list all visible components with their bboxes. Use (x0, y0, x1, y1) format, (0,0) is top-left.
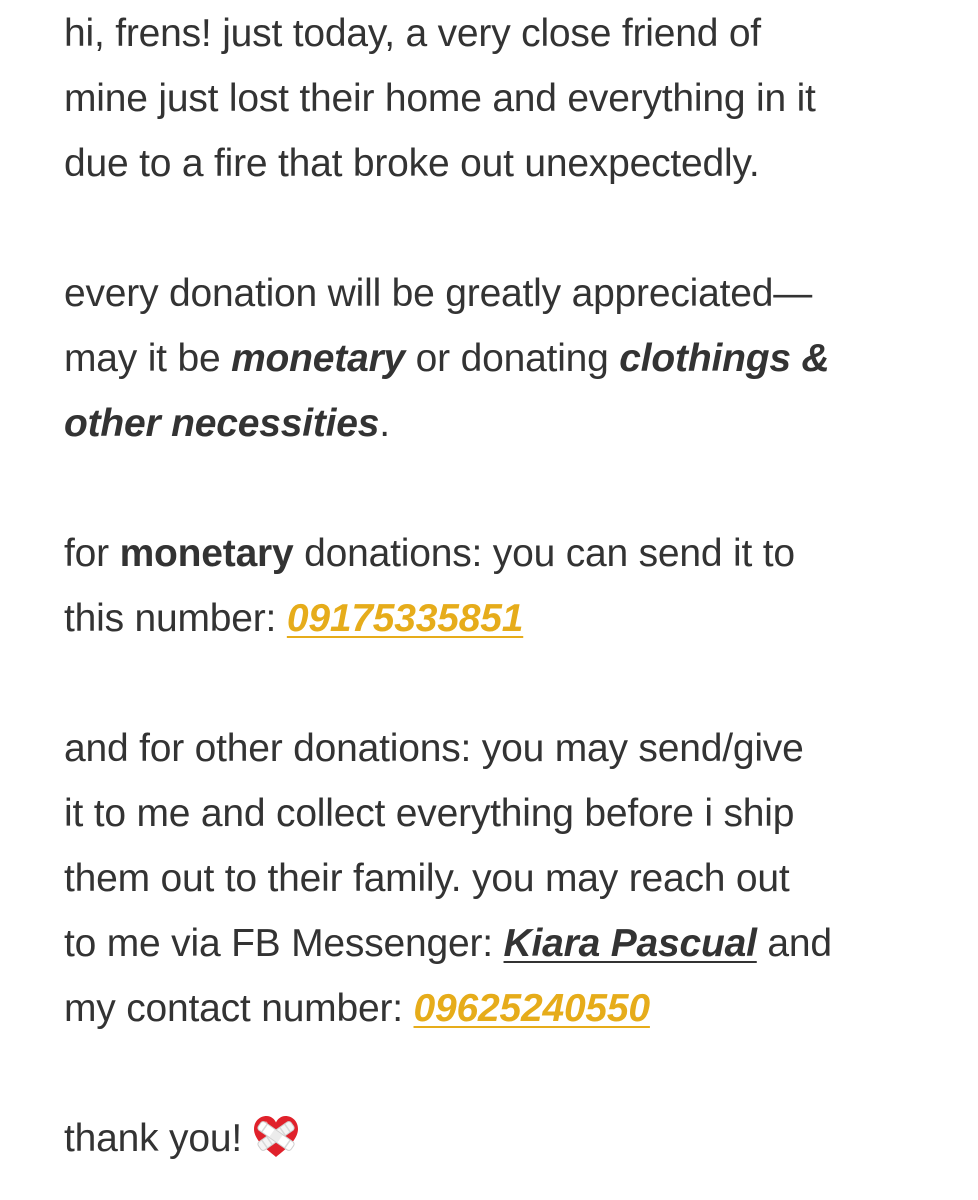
text-line (64, 391, 964, 456)
paragraph-other-donations (64, 716, 964, 1041)
text-segment: and (756, 922, 832, 965)
text-line: it to me and collect everything before i ship (64, 792, 795, 835)
bold-monetary: monetary (119, 532, 294, 575)
emphasis-necessities: other necessities (64, 402, 380, 445)
text-line: every donation will be greatly appreciated— (64, 272, 812, 315)
phone-link-contact[interactable]: 09625240550 (413, 987, 650, 1030)
note-body (64, 0, 964, 1171)
text-line (64, 911, 964, 976)
closing-text: thank you! (64, 1117, 242, 1160)
text-segment: . (379, 402, 390, 445)
text-line: due to a fire that broke out unexpectedly. (64, 142, 760, 185)
text-segment: for (64, 532, 120, 575)
text-segment: donations: you can send it to (293, 532, 795, 575)
text-line: hi, frens! just today, a very close friend of (64, 12, 761, 55)
text-line (64, 1106, 964, 1171)
text-segment: or donating (405, 337, 620, 380)
text-segment: to me via FB Messenger: (64, 922, 504, 965)
text-line: them out to their family. you may reach out (64, 857, 790, 900)
text-line (64, 976, 964, 1041)
text-line: and for other donations: you may send/give (64, 727, 804, 770)
text-line (64, 521, 964, 586)
emphasis-clothings: clothings & (619, 337, 830, 380)
text-segment: my contact number: (64, 987, 414, 1030)
text-segment: this number: (64, 597, 287, 640)
text-line (64, 326, 964, 391)
text-line (64, 586, 964, 651)
emphasis-monetary: monetary (231, 337, 406, 380)
text-segment: may it be (64, 337, 232, 380)
paragraph-closing (64, 1106, 964, 1171)
fb-messenger-link[interactable]: Kiara Pascual (503, 922, 757, 965)
paragraph-donation-types (64, 261, 964, 456)
paragraph-monetary (64, 521, 964, 651)
mending-heart-icon (252, 1114, 300, 1158)
phone-link-monetary[interactable]: 09175335851 (286, 597, 524, 640)
text-line: mine just lost their home and everything in it (64, 77, 816, 120)
paragraph-intro (64, 1, 964, 196)
